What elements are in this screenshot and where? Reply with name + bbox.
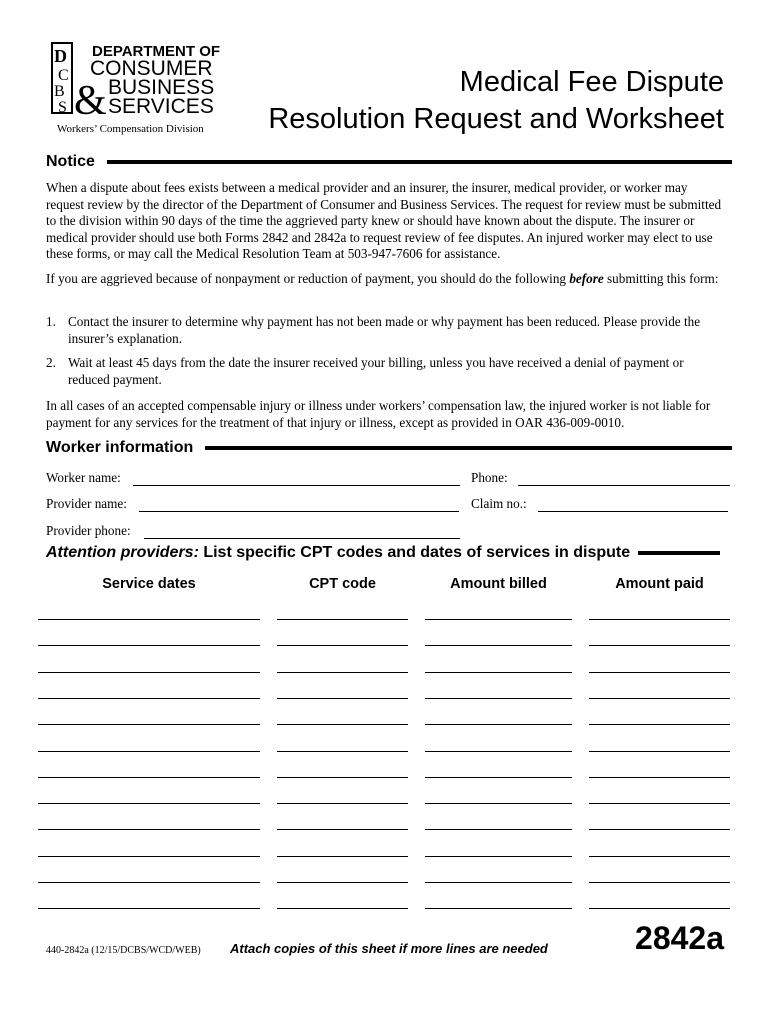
cpt-code-input[interactable]	[277, 645, 408, 646]
worker-name-input[interactable]	[133, 472, 460, 486]
division-name: Workers’ Compensation Division	[57, 123, 204, 135]
amount-paid-input[interactable]	[589, 751, 730, 752]
attention-providers-heading	[46, 544, 720, 562]
amount-billed-input[interactable]	[425, 777, 572, 778]
cpt-code-input[interactable]	[277, 856, 408, 857]
notice-para2	[46, 271, 724, 288]
cpt-code-input[interactable]	[277, 698, 408, 699]
service-date-input[interactable]	[38, 619, 260, 620]
service-date-input[interactable]	[38, 724, 260, 725]
cpt-code-input[interactable]	[277, 724, 408, 725]
service-date-input[interactable]	[38, 882, 260, 883]
notice-heading	[46, 153, 732, 171]
provider-phone-label: Provider phone:	[46, 523, 131, 538]
svg-text:S: S	[58, 99, 67, 116]
provider-phone-input[interactable]	[144, 525, 460, 539]
phone-field	[471, 470, 730, 486]
notice-list-item	[46, 355, 724, 388]
dcbs-logo	[50, 40, 225, 118]
amount-billed-input[interactable]	[425, 751, 572, 752]
notice-para2-text: If you are aggrieved because of nonpayment or reduction of payment, you should do the following	[46, 271, 570, 286]
amount-billed-input[interactable]	[425, 698, 572, 699]
claim-number-input[interactable]	[538, 498, 728, 512]
phone-input[interactable]	[518, 472, 730, 486]
amount-billed-input[interactable]	[425, 803, 572, 804]
list-number: 1.	[46, 314, 56, 329]
amount-billed-input[interactable]	[425, 724, 572, 725]
worker-info-heading-label: Worker information	[46, 439, 194, 456]
provider-phone-field	[46, 523, 460, 539]
column-header-service-dates: Service dates	[102, 576, 196, 592]
page-title	[268, 64, 724, 138]
amount-billed-input[interactable]	[425, 856, 572, 857]
notice-para3: In all cases of an accepted compensable injury or illness under workers’ compensation law, the injured worker is not liable for payment for any services for the treatment of that injury or illness, except as provided in OAR 436-009-0010.	[46, 398, 711, 430]
svg-text:B: B	[54, 83, 65, 100]
service-date-input[interactable]	[38, 672, 260, 673]
amount-billed-input[interactable]	[425, 908, 572, 909]
service-date-input[interactable]	[38, 856, 260, 857]
worker-name-label: Worker name:	[46, 470, 121, 485]
amount-paid-input[interactable]	[589, 803, 730, 804]
service-date-input[interactable]	[38, 698, 260, 699]
list-number: 2.	[46, 355, 56, 370]
logo-line3: BUSINESS	[108, 76, 215, 99]
claim-number-label: Claim no.:	[471, 496, 527, 511]
logo-line2: CONSUMER	[90, 57, 213, 80]
title-line1: Medical Fee Dispute	[459, 66, 724, 98]
worker-name-field	[46, 470, 460, 486]
attention-lead: Attention providers:	[46, 544, 199, 561]
service-date-input[interactable]	[38, 908, 260, 909]
cpt-code-input[interactable]	[277, 829, 408, 830]
notice-para2-emphasis: before	[569, 271, 604, 286]
service-date-input[interactable]	[38, 829, 260, 830]
form-code: 440-2842a (12/15/DCBS/WCD/WEB)	[46, 945, 201, 956]
provider-name-input[interactable]	[139, 498, 459, 512]
amount-paid-input[interactable]	[589, 724, 730, 725]
heading-rule	[638, 551, 720, 555]
notice-para1: When a dispute about fees exists between a medical provider and an insurer, the insurer, medical provider, or worker may request review by the director of the Department of Consumer and Business Services. The request for review must be submitted to the division within 90 days of the time the aggrieved party knew or should have known about the dispute. The insurer or medical provider should use both Forms 2842 and 2842a to request review of fee disputes. An injured worker may elect to use these forms, or may call the Medical Resolution Team at 503-947-7606 for assistance.	[46, 180, 722, 261]
cpt-code-input[interactable]	[277, 751, 408, 752]
logo-ampersand: &	[74, 78, 107, 118]
heading-rule	[205, 446, 732, 450]
title-line2: Resolution Request and Worksheet	[268, 103, 724, 135]
heading-rule	[107, 160, 732, 164]
logo-line1: DEPARTMENT OF	[92, 43, 221, 60]
amount-billed-input[interactable]	[425, 619, 572, 620]
amount-billed-input[interactable]	[425, 645, 572, 646]
cpt-code-input[interactable]	[277, 882, 408, 883]
amount-billed-input[interactable]	[425, 829, 572, 830]
amount-paid-input[interactable]	[589, 856, 730, 857]
notice-heading-label: Notice	[46, 153, 95, 170]
service-date-input[interactable]	[38, 645, 260, 646]
list-text: Contact the insurer to determine why payment has not been made or why payment has been reduced. Please provide the insurer’s explanation.	[68, 314, 701, 346]
amount-paid-input[interactable]	[589, 829, 730, 830]
cpt-code-input[interactable]	[277, 672, 408, 673]
attention-text: List specific CPT codes and dates of services in dispute	[198, 544, 631, 561]
cpt-code-input[interactable]	[277, 777, 408, 778]
phone-label: Phone:	[471, 470, 508, 485]
amount-paid-input[interactable]	[589, 882, 730, 883]
amount-paid-input[interactable]	[589, 777, 730, 778]
provider-name-label: Provider name:	[46, 496, 127, 511]
provider-name-field	[46, 496, 459, 512]
amount-paid-input[interactable]	[589, 672, 730, 673]
amount-paid-input[interactable]	[589, 645, 730, 646]
amount-paid-input[interactable]	[589, 908, 730, 909]
service-date-input[interactable]	[38, 803, 260, 804]
column-header-amount-paid: Amount paid	[615, 576, 704, 592]
worker-info-heading	[46, 439, 732, 457]
notice-list-item	[46, 314, 724, 347]
logo-line4: SERVICES	[108, 95, 214, 118]
amount-paid-input[interactable]	[589, 619, 730, 620]
amount-billed-input[interactable]	[425, 882, 572, 883]
amount-paid-input[interactable]	[589, 698, 730, 699]
notice-para2-text-end: submitting this form:	[603, 271, 719, 286]
claim-number-field	[471, 496, 728, 512]
footer-note: Attach copies of this sheet if more lines are needed	[230, 941, 548, 956]
list-text: Wait at least 45 days from the date the insurer received your billing, unless you have received a denial of payment or reduced payment.	[68, 355, 684, 387]
service-date-input[interactable]	[38, 751, 260, 752]
column-header-cpt-code: CPT code	[309, 576, 376, 592]
svg-text:C: C	[58, 67, 69, 84]
cpt-code-input[interactable]	[277, 908, 408, 909]
service-date-input[interactable]	[38, 777, 260, 778]
column-header-amount-billed: Amount billed	[450, 576, 547, 592]
cpt-code-input[interactable]	[277, 803, 408, 804]
cpt-code-input[interactable]	[277, 619, 408, 620]
form-number: 2842a	[635, 920, 724, 956]
amount-billed-input[interactable]	[425, 672, 572, 673]
svg-text:D: D	[54, 46, 67, 66]
